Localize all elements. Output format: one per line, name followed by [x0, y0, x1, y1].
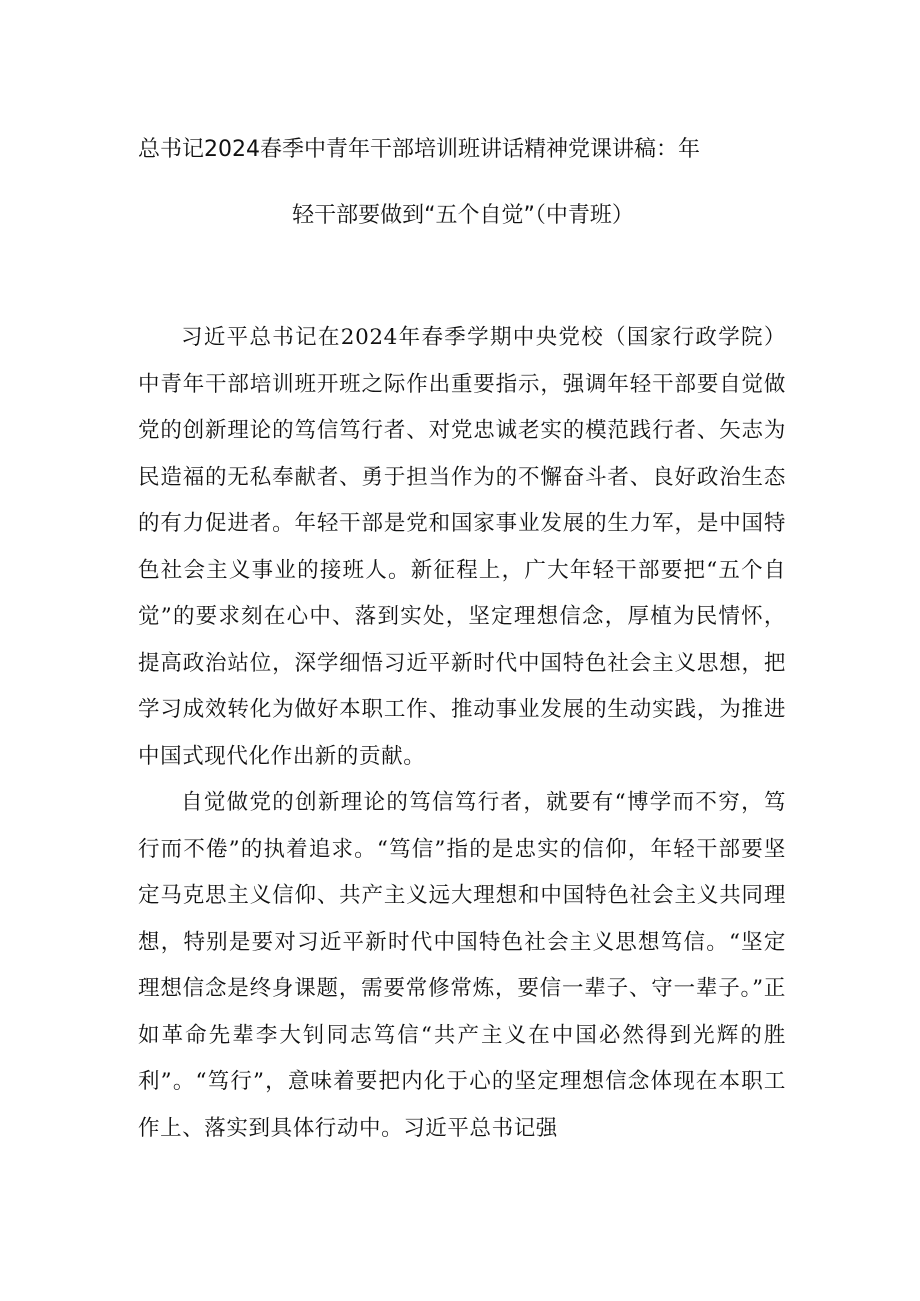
- body-paragraph-2: 自觉做党的创新理论的笃信笃行者，就要有“博学而不穷，笃行而不倦”的执着追求。“笃信”指的是忠实的信仰，年轻干部要坚定马克思主义信仰、共产主义远大理想和中国特色社会主义共同理想，特别是要对习近平新时代中国特色社会主义思想笃信。“坚定理想信念是终身课题，需要常修常炼，要信一辈子、守一辈子。”正如革命先辈李大钊同志笃信“共产主义在中国必然得到光辉的胜利”。“笃行”，意味着要把内化于心的坚定理想信念体现在本职工作上、落实到具体行动中。习近平总书记强: [138, 790, 786, 1141]
- document-body: [138, 315, 786, 1152]
- document-title-line-1: 总书记2024春季中青年干部培训班讲话精神党课讲稿：年: [138, 137, 700, 162]
- document-title-line-2: 轻干部要做到“五个自觉”（中青班）: [292, 203, 634, 228]
- body-paragraph-1: 习近平总书记在2024年春季学期中央党校（国家行政学院）中青年干部培训班开班之际作出重要指示，强调年轻干部要自觉做党的创新理论的笃信笃行者、对党忠诚老实的模范践行者、矢志为民造福的无私奉献者、勇于担当作为的不懈奋斗者、良好政治生态的有力促进者。年轻干部是党和国家事业发展的生力军，是中国特色社会主义事业的接班人。新征程上，广大年轻干部要把“五个自觉”的要求刻在心中、落到实处，坚定理想信念，厚植为民情怀，提高政治站位，深学细悟习近平新时代中国特色社会主义思想，把学习成效转化为做好本职工作、推动事业发展的生动实践，为推进中国式现代化作出新的贡献。: [138, 325, 786, 769]
